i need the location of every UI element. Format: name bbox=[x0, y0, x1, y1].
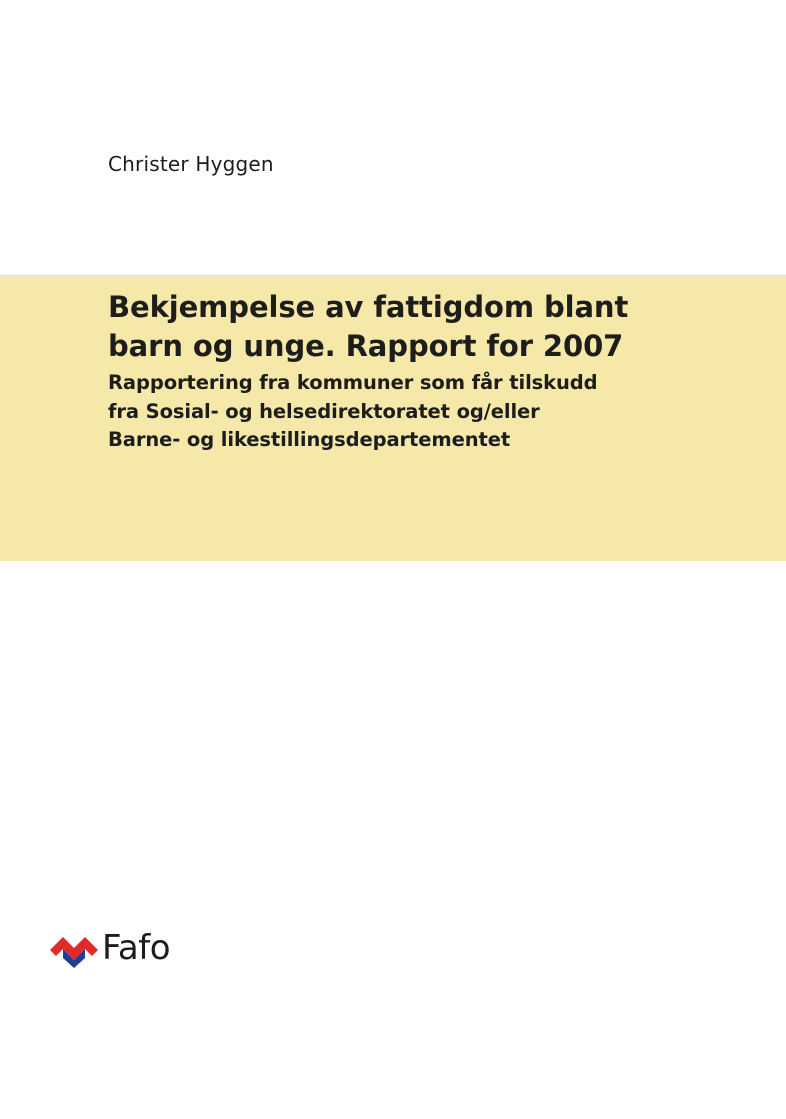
subtitle-line-1: Rapportering fra kommuner som får tilskudd bbox=[108, 371, 598, 395]
publisher-logo bbox=[48, 925, 170, 971]
subtitle bbox=[108, 369, 746, 455]
title-block bbox=[108, 288, 746, 455]
main-title-line-2: barn og unge. Rapport for 2007 bbox=[108, 328, 624, 363]
subtitle-line-3: Barne- og likestillingsdepartementet bbox=[108, 428, 511, 452]
title-band bbox=[0, 275, 786, 561]
subtitle-line-2: fra Sosial- og helsedirektoratet og/eller bbox=[108, 399, 540, 423]
author-name: Christer Hyggen bbox=[108, 152, 274, 176]
main-title bbox=[108, 288, 746, 365]
publisher-name: Fafo bbox=[102, 928, 171, 968]
main-title-line-1: Bekjempelse av fattigdom blant bbox=[108, 290, 629, 324]
fafo-chevron-logo-icon bbox=[48, 928, 100, 968]
